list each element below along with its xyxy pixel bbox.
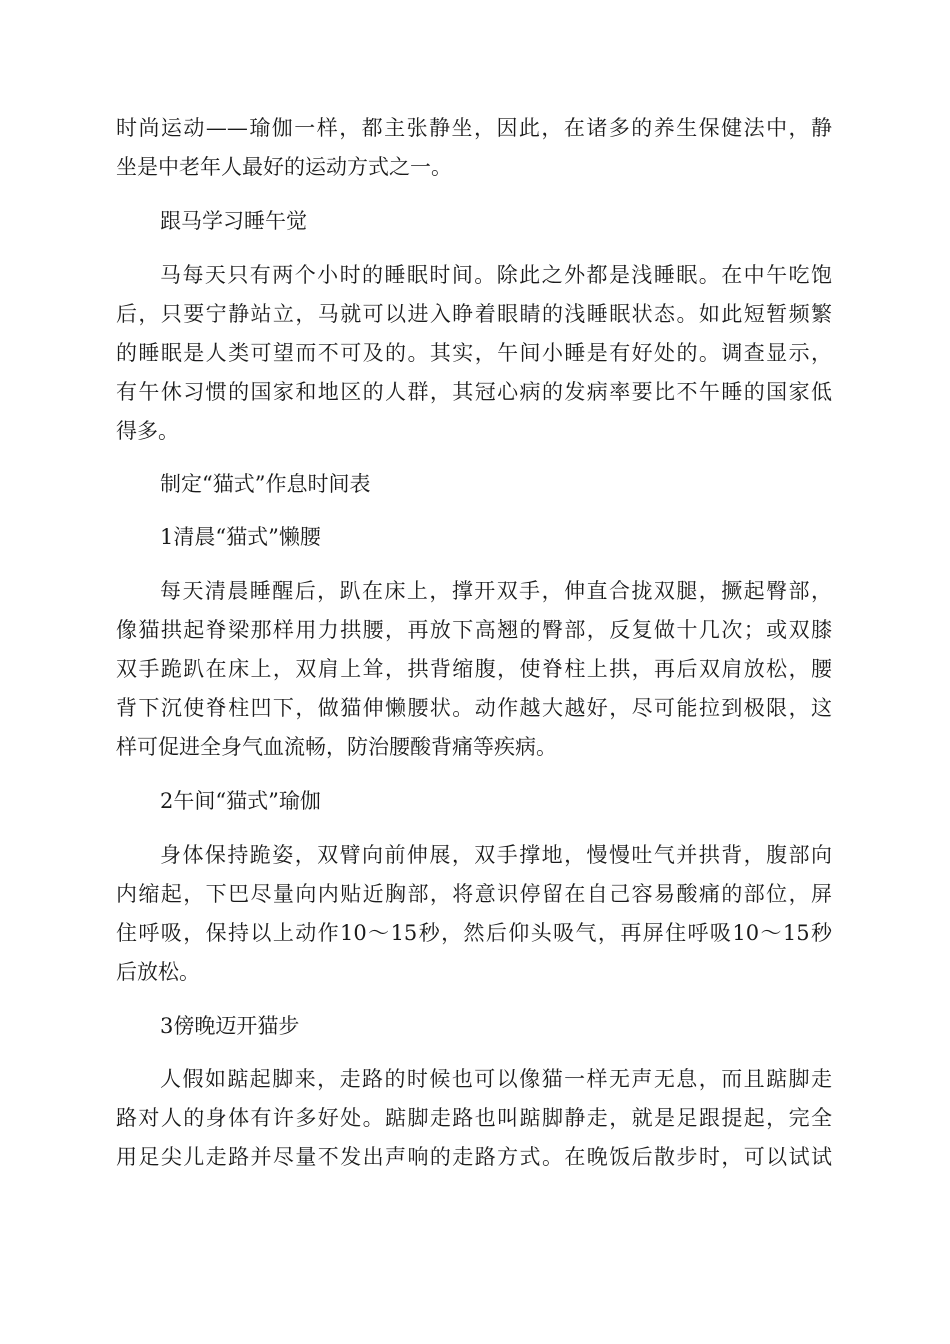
paragraph-line: 人假如踮起脚来，走路的时候也可以像猫一样无声无息，而且踮脚走 — [160, 1067, 832, 1091]
paragraph-line: 像猫拱起脊梁那样用力拱腰，再放下高翘的臀部，反复做十几次；或双膝 — [116, 618, 832, 642]
paragraph-line: 双手跪趴在床上，双肩上耸，拱背缩腹，使脊柱上拱，再后双肩放松，腰 — [116, 657, 832, 681]
subsection-heading: 3傍晚迈开猫步 — [160, 1014, 300, 1038]
paragraph-line: 的睡眠是人类可望而不可及的。其实，午间小睡是有好处的。调查显示， — [116, 341, 832, 365]
paragraph-line: 后，只要宁静站立，马就可以进入睁着眼睛的浅睡眠状态。如此短暂频繁 — [116, 302, 832, 326]
paragraph-line: 马每天只有两个小时的睡眠时间。除此之外都是浅睡眠。在中午吃饱 — [160, 263, 832, 287]
paragraph-line: 背下沉使脊柱凹下，做猫伸懒腰状。动作越大越好，尽可能拉到极限，这 — [116, 696, 832, 720]
paragraph-line: 后放松。 — [116, 960, 200, 984]
paragraph-line: 坐是中老年人最好的运动方式之一。 — [116, 155, 452, 179]
paragraph-line: 用足尖儿走路并尽量不发出声响的走路方式。在晚饭后散步时，可以试试 — [116, 1145, 832, 1169]
paragraph-line: 时尚运动——瑜伽一样，都主张静坐，因此，在诸多的养生保健法中，静 — [116, 116, 832, 140]
section-heading: 跟马学习睡午觉 — [160, 209, 307, 233]
subsection-heading: 2午间“猫式”瑜伽 — [160, 789, 321, 813]
paragraph-line: 有午休习惯的国家和地区的人群，其冠心病的发病率要比不午睡的国家低 — [116, 380, 832, 404]
section-heading: 制定“猫式”作息时间表 — [160, 472, 371, 496]
paragraph-line: 路对人的身体有许多好处。踮脚走路也叫踮脚静走，就是足跟提起，完全 — [116, 1106, 832, 1130]
paragraph-line: 样可促进全身气血流畅，防治腰酸背痛等疾病。 — [116, 735, 557, 759]
paragraph-line: 身体保持跪姿，双臂向前伸展，双手撑地，慢慢吐气并拱背，腹部向 — [160, 843, 832, 867]
subsection-heading: 1清晨“猫式”懒腰 — [160, 525, 321, 549]
paragraph-line: 得多。 — [116, 419, 179, 443]
paragraph-line: 住呼吸，保持以上动作10～15秒，然后仰头吸气，再屏住呼吸10～15秒 — [116, 921, 832, 945]
paragraph-line: 每天清晨睡醒后，趴在床上，撑开双手，伸直合拢双腿，撅起臀部， — [160, 579, 832, 603]
paragraph-line: 内缩起，下巴尽量向内贴近胸部，将意识停留在自己容易酸痛的部位，屏 — [116, 882, 832, 906]
